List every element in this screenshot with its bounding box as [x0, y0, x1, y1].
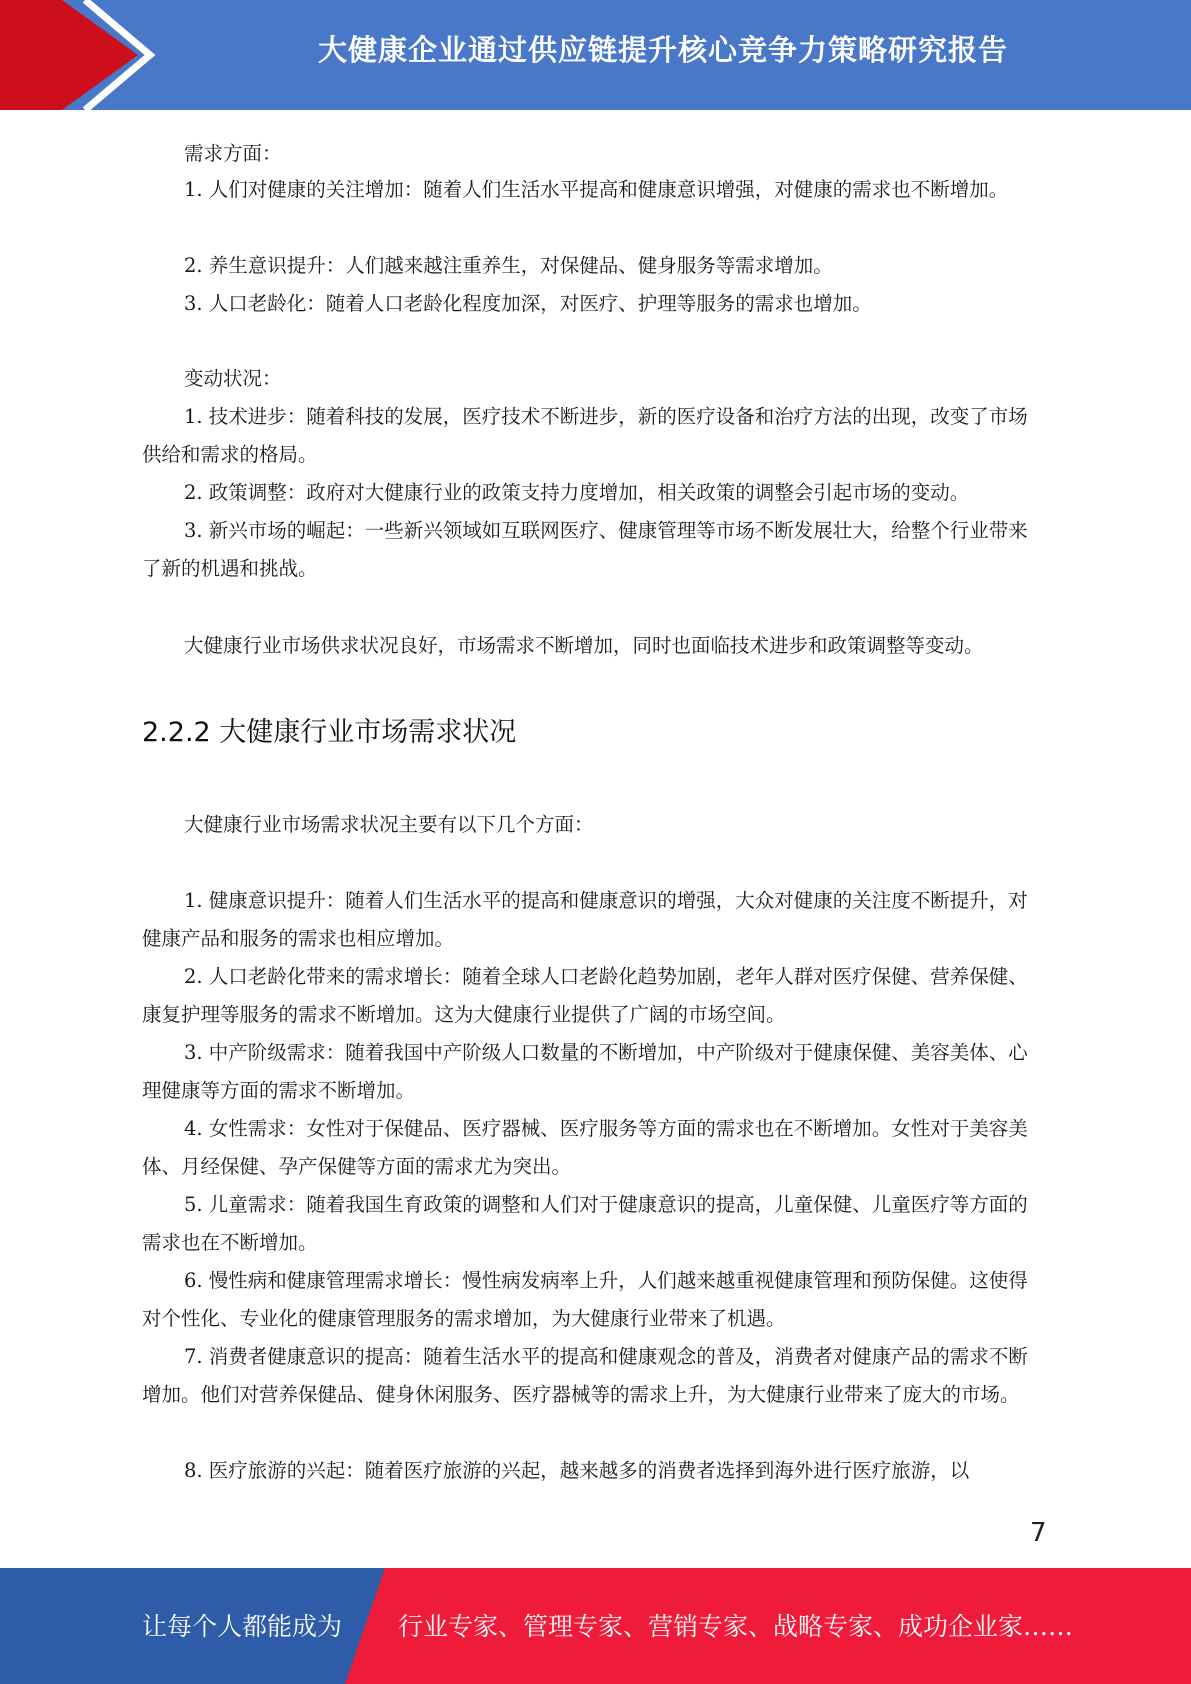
- summary-paragraph: 大健康行业市场供求状况良好，市场需求不断增加，同时也面临技术进步和政策调整等变动。: [184, 634, 984, 657]
- section-heading: 2.2.2 大健康行业市场需求状况: [142, 717, 517, 748]
- page-footer: [0, 1568, 1191, 1684]
- list-item: 5. 儿童需求：随着我国生育政策的调整和人们对于健康意识的提高，儿童保健、儿童医疗等方面的需求也在不断增加。: [142, 1193, 1028, 1254]
- footer-slogan-right: 行业专家、管理专家、营销专家、战略专家、成功企业家……: [398, 1612, 1074, 1641]
- page-number: 7: [1030, 1518, 1047, 1548]
- demand-item-3: 3. 人口老龄化：随着人口老龄化程度加深，对医疗、护理等服务的需求也增加。: [184, 292, 872, 315]
- report-title: 大健康企业通过供应链提升核心竞争力策略研究报告: [317, 33, 1008, 67]
- list-item: 4. 女性需求：女性对于保健品、医疗器械、医疗服务等方面的需求也在不断增加。女性对于美容美体、月经保健、孕产保健等方面的需求尤为突出。: [142, 1117, 1028, 1178]
- change-title: 变动状况：: [184, 367, 282, 390]
- list-item: 1. 健康意识提升：随着人们生活水平的提高和健康意识的增强，大众对健康的关注度不断提升，对健康产品和服务的需求也相应增加。: [142, 889, 1028, 950]
- change-item-1: 1. 技术进步：随着科技的发展，医疗技术不断进步，新的医疗设备和治疗方法的出现，改变了市场供给和需求的格局。: [142, 405, 1028, 466]
- list-item: 8. 医疗旅游的兴起：随着医疗旅游的兴起，越来越多的消费者选择到海外进行医疗旅游，以: [184, 1459, 970, 1482]
- list-item: 2. 人口老龄化带来的需求增长：随着全球人口老龄化趋势加剧，老年人群对医疗保健、营养保健、康复护理等服务的需求不断增加。这为大健康行业提供了广阔的市场空间。: [142, 965, 1028, 1026]
- list-item: 6. 慢性病和健康管理需求增长：慢性病发病率上升，人们越来越重视健康管理和预防保健。这使得对个性化、专业化的健康管理服务的需求增加，为大健康行业带来了机遇。: [142, 1269, 1028, 1330]
- intro-paragraph: 大健康行业市场需求状况主要有以下几个方面：: [184, 813, 594, 836]
- change-item-3: 3. 新兴市场的崛起：一些新兴领域如互联网医疗、健康管理等市场不断发展壮大，给整个行业带来了新的机遇和挑战。: [142, 519, 1028, 580]
- demand-item-1: 1. 人们对健康的关注增加：随着人们生活水平提高和健康意识增强，对健康的需求也不断增加。: [184, 178, 1009, 201]
- list-item: 7. 消费者健康意识的提高：随着生活水平的提高和健康观念的普及，消费者对健康产品的需求不断增加。他们对营养保健品、健身休闲服务、医疗器械等的需求上升，为大健康行业带来了庞大的市场。: [142, 1345, 1028, 1406]
- page-header: [0, 0, 1191, 110]
- footer-slogan-left: 让每个人都能成为: [142, 1612, 343, 1641]
- list-item: 3. 中产阶级需求：随着我国中产阶级人口数量的不断增加，中产阶级对于健康保健、美容美体、心理健康等方面的需求不断增加。: [142, 1041, 1028, 1102]
- demand-title: 需求方面：: [184, 142, 282, 165]
- change-item-2: 2. 政策调整：政府对大健康行业的政策支持力度增加，相关政策的调整会引起市场的变动。: [184, 481, 970, 504]
- demand-item-2: 2. 养生意识提升：人们越来越注重养生，对保健品、健身服务等需求增加。: [184, 254, 833, 277]
